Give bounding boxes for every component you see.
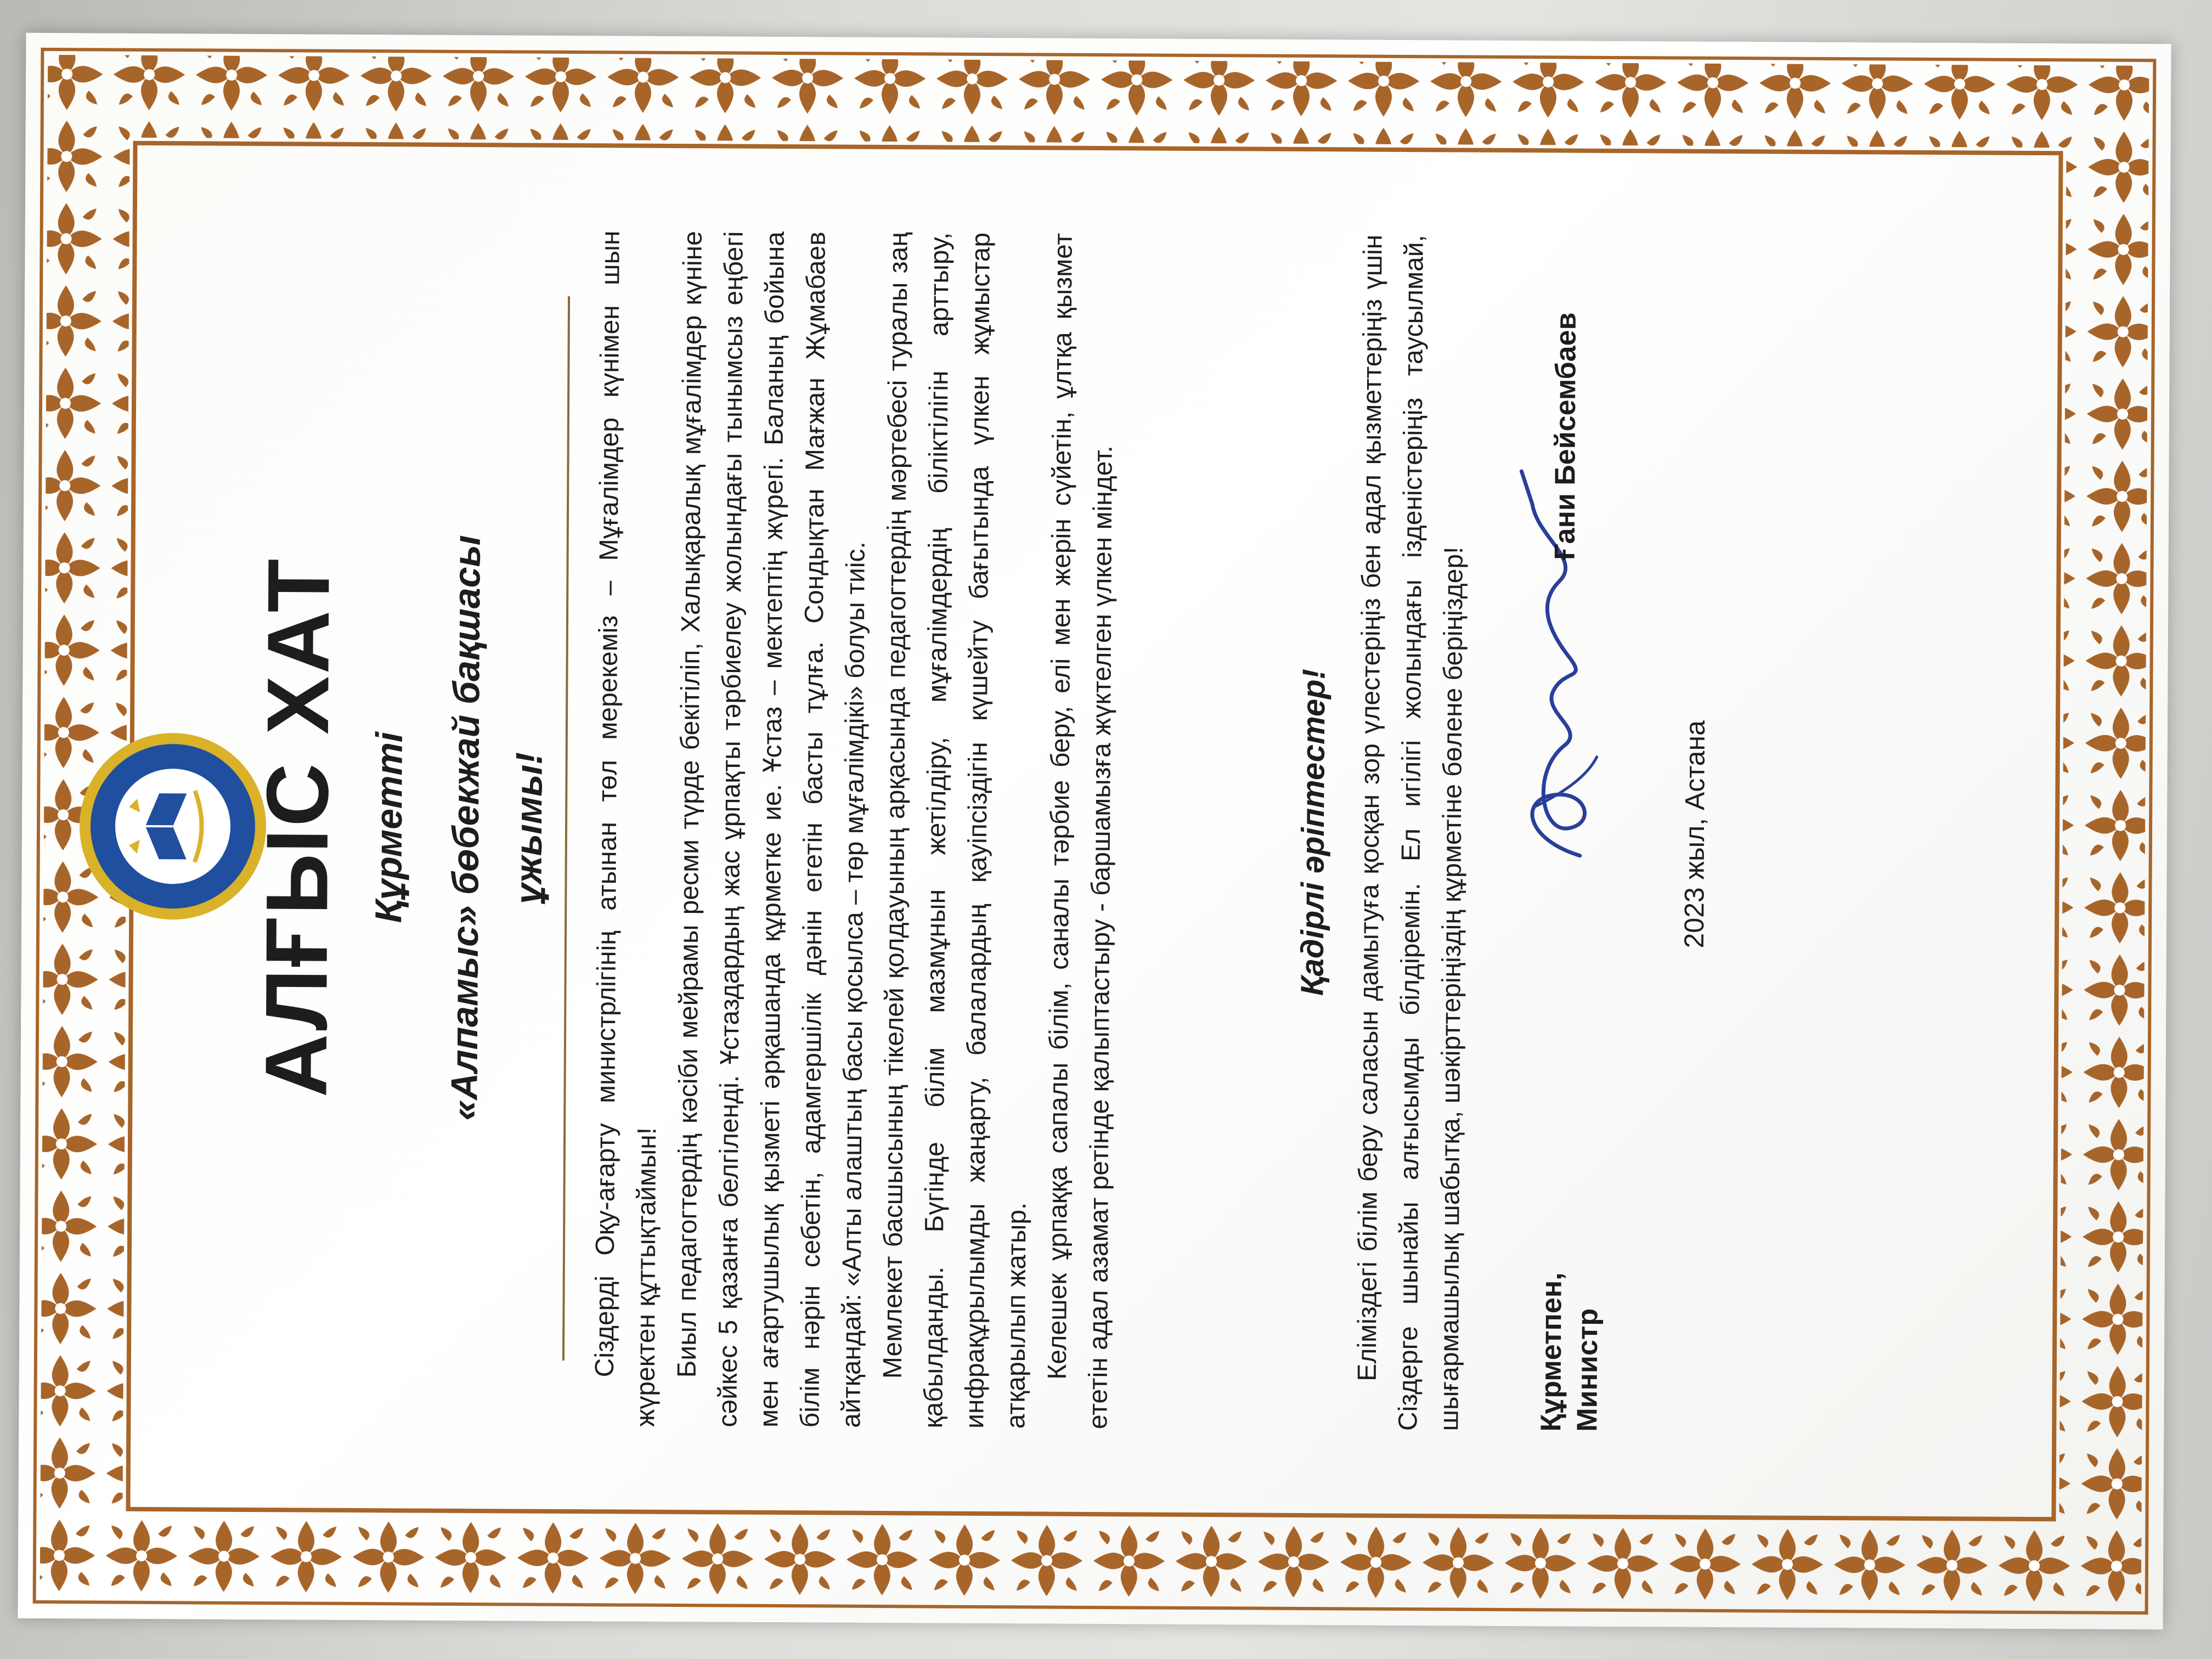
certificate-paper [18, 33, 2171, 1629]
paragraph: Келешек ұрпаққа сапалы білім, саналы тәрбие беру, елі мен жерін сүйетін, ұлтқа қызмет ететін адал азамат ретінде қалыптастыру - баршамызға жүктелген үлкен міндет. [1042, 233, 1118, 1430]
letter-body [584, 230, 1125, 1429]
letter-content [8, 195, 1742, 1465]
paragraph: Еліміздегі білім беру саласын дамытуға қосқан зор үлестеріңіз бен адал қызметтеріңіз үшін Сіздерге шынайы алғысымды білдіремін. Ел игілігі жолындағы ізденістеріңіз таусылмай, шығармашылық шабытқа, шәкірттеріңіздің құрметіне бөлене беріңіздер! [1352, 234, 1469, 1431]
greeting-word: Құрметті [368, 731, 410, 923]
sign-off-title: Министр [1571, 1308, 1604, 1432]
recipient-name: «Алпамыс» бөбекжай бақшасы [443, 535, 488, 1121]
paragraph: Биыл педагогтердің кәсіби мейрамы ресми түрде бекітіліп, Халықаралық мұғалімдер күніне сәйкес 5 қазанға белгіленді. Ұстаздардың жас ұрпақты тәрбиелеу жолындағы тынымсыз еңбегі мен ағартушылық қызметі әрқашанда құрметке ие. Ұстаз – мектептің жүрегі. Баланың бойына білім нәрін себетін, адамгершілік дәнін егетін басты тұлға. Сондықтан Мағжан Жұмабаев айтқандай: «Алты алаштың басы қосылса – төр мұғалімдікі» болуы тиіс. [672, 231, 871, 1428]
sign-off [1533, 1272, 1606, 1432]
paragraph: Мемлекет басшысының тікелей қолдауының арқасында педагогтердің мәртебесі туралы заң қабылданды. Бүгінде білім мазмұнын жетілдіру, мұғалімдердің біліктілігін арттыру, инфрақұрылымды жаңарту, балалардың қауіпсіздігін күшейту бағытында үлкен жұмыстар атқарылып жатыр. [878, 232, 1032, 1429]
salutation: Қадірлі әріптестер! [1294, 668, 1332, 996]
ministry-emblem-icon [76, 730, 269, 923]
closing-body [1346, 234, 1476, 1431]
date-place: 2023 жыл, Астана [1678, 720, 1711, 949]
divider-line [562, 296, 570, 1361]
letter-title: АЛҒЫС ХАТ [246, 556, 348, 1098]
sign-off-respect: Құрметпен, [1535, 1272, 1568, 1432]
signatory-name: Ғани Бейсембаев [1549, 312, 1582, 560]
paragraph: Сіздерді Оқу-ағарту министрлігінің атынан төл мерекеміз – Мұғалімдер күнімен шын жүректен құттықтаймын! [590, 230, 662, 1427]
recipient-team: ұжымы! [507, 752, 550, 905]
